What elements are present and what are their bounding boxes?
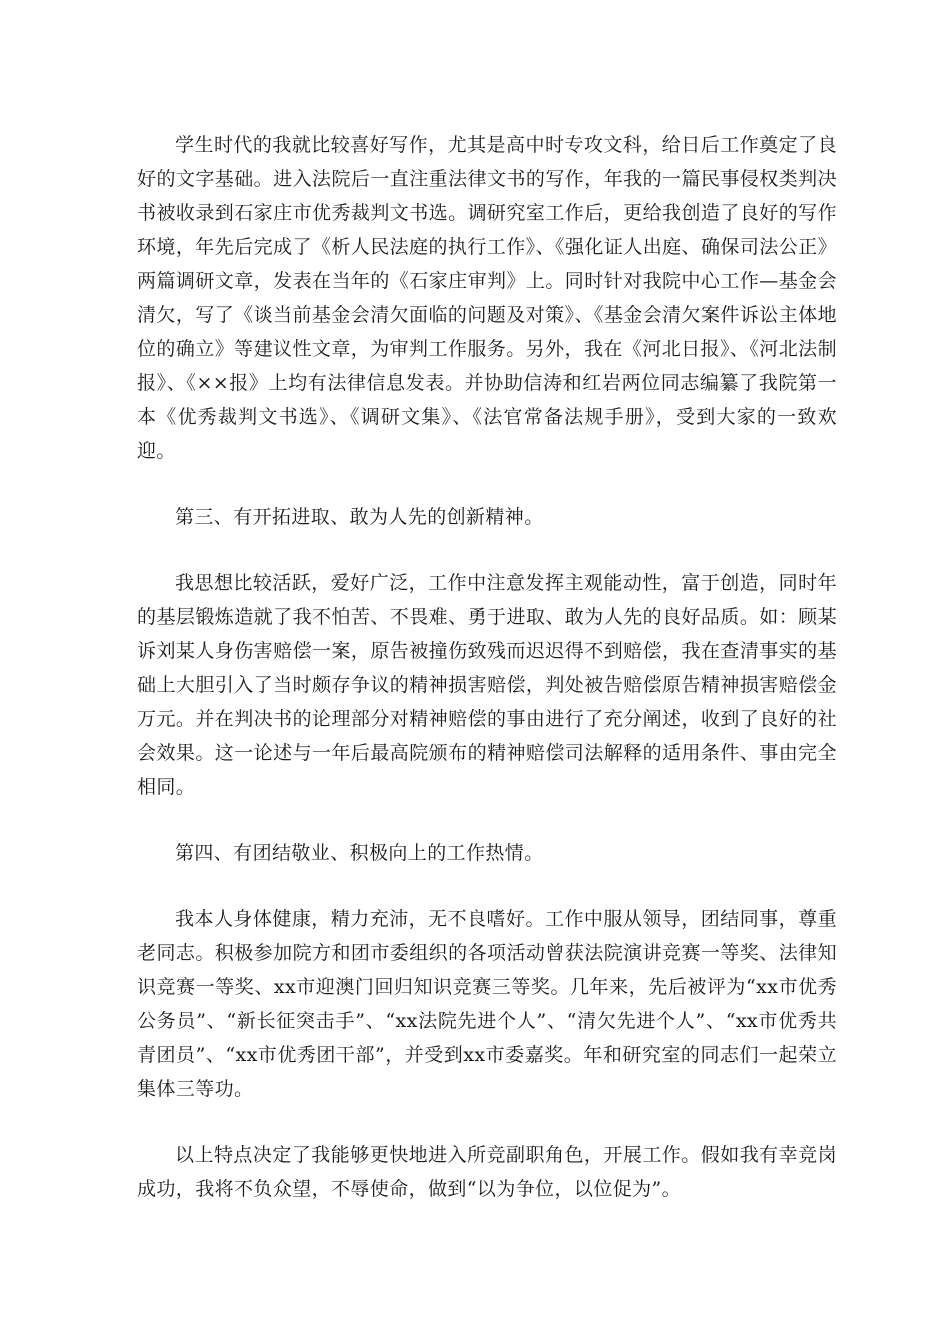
document-body — [137, 128, 837, 1238]
paragraph-writing-skills: 学生时代的我就比较喜好写作，尤其是高中时专攻文科，给日后工作奠定了良好的文字基础。进入法院后一直注重法律文书的写作，年我的一篇民事侵权类判决书被收录到石家庄市优秀裁判文书选。调研究室工作后，更给我创造了良好的写作环境，年先后完成了《析人民法庭的执行工作》、《强化证人出庭、确保司法公正》两篇调研文章，发表在当年的《石家庄审判》上。同时针对我院中心工作—基金会清欠，写了《谈当前基金会清欠面临的问题及对策》、《基金会清欠案件诉讼主体地位的确立》等建议性文章，为审判工作服务。另外，我在《河北日报》、《河北法制报》、《××报》上均有法律信息发表。并协助信涛和红岩两位同志编纂了我院第一本《优秀裁判文书选》、《调研文集》、《法官常备法规手册》，受到大家的一致欢迎。 — [137, 134, 837, 462]
paragraph-conclusion: 以上特点决定了我能够更快地进入所竞副职角色，开展工作。假如我有幸竞岗成功，我将不负众望，不辱使命，做到“以为争位，以位促为”。 — [137, 1144, 837, 1200]
paragraph-teamwork: 我本人身体健康，精力充沛，无不良嗜好。工作中服从领导，团结同事，尊重老同志。积极参加院方和团市委组织的各项活动曾获法院演讲竞赛一等奖、法律知识竞赛一等奖、xx市迎澳门回归知识竞赛三等奖。几年来，先后被评为“xx市优秀公务员”、“新长征突击手”、“xx法院先进个人”、“清欠先进个人”、“xx市优秀共青团员”、“xx市优秀团干部”，并受到xx市委嘉奖。年和研究室的同志们一起荣立集体三等功。 — [137, 908, 837, 1100]
section-heading-three: 第三、有开拓进取、敢为人先的创新精神。 — [175, 506, 544, 528]
section-heading-four: 第四、有团结敬业、积极向上的工作热情。 — [175, 842, 544, 864]
paragraph-innovation: 我思想比较活跃，爱好广泛，工作中注意发挥主观能动性，富于创造，同时年的基层锻炼造就了我不怕苦、不畏难、勇于进取、敢为人先的良好品质。如：顾某诉刘某人身伤害赔偿一案，原告被撞伤致残而迟迟得不到赔偿，我在查清事实的基础上大胆引入了当时颇存争议的精神损害赔偿，判处被告赔偿原告精神损害赔偿金万元。并在判决书的论理部分对精神赔偿的事由进行了充分阐述，收到了良好的社会效果。这一论述与一年后最高院颁布的精神赔偿司法解释的适用条件、事由完全相同。 — [137, 572, 837, 798]
